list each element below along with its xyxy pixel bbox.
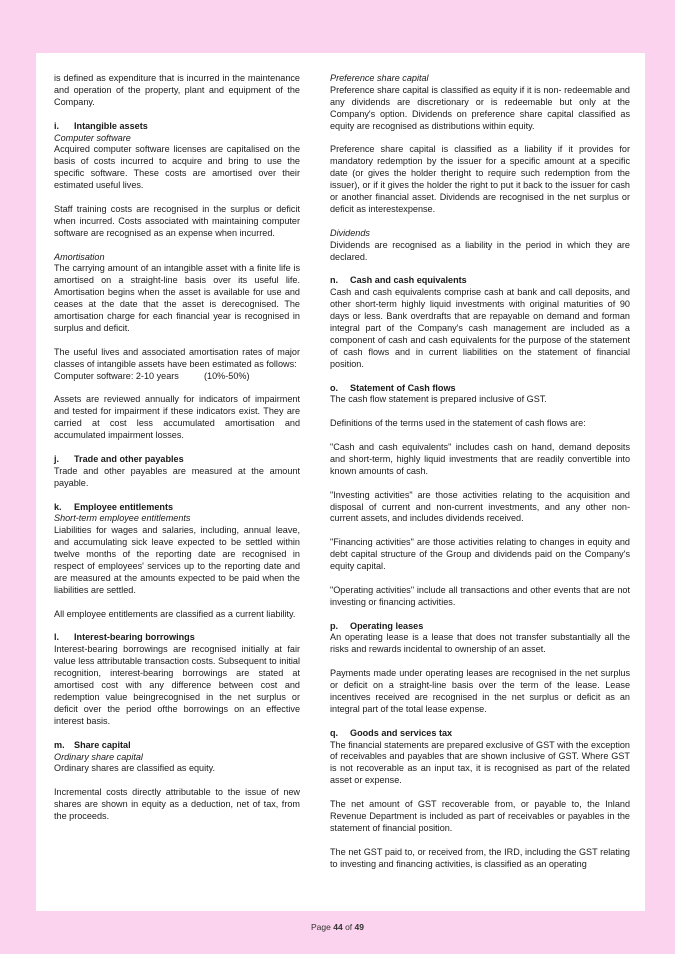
section-heading-share-capital (54, 740, 300, 752)
section-heading-cash-flows (330, 383, 630, 395)
right-column (330, 73, 630, 871)
section-heading-gst (330, 728, 630, 740)
paragraph: "Financing activities" are those activities relating to changes in equity and debt capital structure of the Group and dividends paid on the Company's equity capital. (330, 537, 630, 572)
paragraph: All employee entitlements are classified as a current liability. (54, 608, 296, 619)
section-number: o. (330, 382, 339, 393)
subheading: Dividends (330, 227, 370, 238)
paragraph: Dividends are recognised as a liability in the period in which they are declared. (330, 239, 630, 262)
paragraph: Staff training costs are recognised in the surplus or deficit when incurred. Costs associated with maintaining computer software are recognised as an expense when incurred. (54, 203, 300, 238)
section-number: q. (330, 727, 339, 738)
section-heading-operating-leases (330, 621, 630, 633)
paragraph: The net amount of GST recoverable from, or payable to, the Inland Revenue Department is included as part of receivables or payables in the statement of financial position. (330, 799, 630, 833)
section-heading-employee-entitlements (54, 502, 300, 514)
amortisation-rate-row (54, 371, 300, 383)
section-number: j. (54, 453, 60, 464)
section-title: Statement of Cash flows (350, 382, 456, 393)
paragraph: The financial statements are prepared exclusive of GST with the exception of receivables and payables that are shown inclusive of GST. Where GST is not recoverable as an input tax, it is recognised as part of the related asset or expense. (330, 739, 630, 786)
section-title: Trade and other payables (74, 453, 184, 464)
paragraph: "Investing activities" are those activities relating to the acquisition and disposal of current and non-current investments, and any other non-current assets, and includes dividends received. (330, 489, 630, 524)
paragraph: Acquired computer software licenses are capitalised on the basis of costs incurred to acquire and bring to use the specific software. These costs are amortised over their estimated useful lives. (54, 144, 300, 191)
paragraph: The cash flow statement is prepared inclusive of GST. (330, 394, 547, 405)
section-heading-intangible-assets (54, 121, 300, 133)
section-number: m. (54, 739, 65, 750)
paragraph: Cash and cash equivalents comprise cash at bank and call deposits, and other short-term highly liquid investments with original maturities of 90 days or less. Bank overdrafts that are repayable on demand and forman integral part of the Company's cash management are included as a component of cash and cash equivalents for the purpose of the statement of cash flows and in current liabilities on the statement of financial position. (330, 287, 630, 369)
paragraph: Trade and other payables are measured at the amount payable. (54, 465, 300, 488)
paragraph: is defined as expenditure that is incurred in the maintenance and operation of the property, plant and equipment of the Company. (54, 73, 300, 107)
subheading: Preference share capital (330, 73, 429, 83)
subheading: Ordinary share capital (54, 751, 143, 762)
section-title: Share capital (74, 739, 131, 750)
current-page-number: 44 (333, 922, 343, 932)
paragraph: The carrying amount of an intangible asset with a finite life is amortised on a straight-line basis over its useful life. Amortisation begins when the asset is available for use and ceases at the date that the asset is derecognised. The amortisation charge for each financial year is recognised in surplus and deficit. (54, 263, 300, 333)
section-number: i. (54, 120, 60, 131)
paragraph: Incremental costs directly attributable to the issue of new shares are shown in equity as a deduction, net of tax, from the proceeds. (54, 787, 300, 822)
page-label: Page (311, 922, 334, 932)
section-title: Employee entitlements (74, 501, 174, 512)
paragraph: Liabilities for wages and salaries, including, annual leave, and accumulating sick leave expected to be settled within twelve months of the reporting date are recognised in respect of employees' services up to the reporting date and are measured at the amounts expected to be paid when the liabilities are settled. (54, 525, 300, 595)
paragraph: The net GST paid to, or received from, the IRD, including the GST relating to investing and financing activities, is classified as an operating (330, 846, 630, 869)
paragraph: Payments made under operating leases are recognised in the net surplus or deficit on a straight-line basis over the term of the lease. Lease incentives received are recognised in the net surplus or deficit as an integral part of the total lease expense. (330, 668, 630, 714)
subheading: Amortisation (54, 251, 105, 262)
paragraph: Assets are reviewed annually for indicators of impairment and tested for impairment if these indicators exist. They are carried at cost less accumulated amortisation and accumulated impairment losses. (54, 394, 300, 441)
paragraph: Interest-bearing borrowings are recognised initially at fair value less attributable transaction costs. Subsequent to initial recognition, interest-bearing borrowings are stated at amortised cost with any difference between cost and redemption value beingrecognised in the net surplus or deficit over the period ofthe borrowings on an effective interest basis. (54, 644, 300, 726)
total-page-count: 49 (354, 922, 364, 932)
section-title: Cash and cash equivalents (350, 275, 467, 286)
subheading: Short-term employee entitlements (54, 513, 191, 524)
section-number: p. (330, 620, 339, 631)
paragraph: "Cash and cash equivalents" includes cash on hand, demand deposits and short-term, highly liquid investments that are readily convertible into known amounts of cash. (330, 442, 630, 476)
section-title: Intangible assets (74, 120, 148, 131)
paragraph: The useful lives and associated amortisation rates of major classes of intangible assets have been estimated as follows: (54, 346, 300, 369)
section-number: l. (54, 632, 60, 643)
paragraph: An operating lease is a lease that does not transfer substantially all the risks and rewards incidental to ownership of an asset. (330, 632, 630, 655)
left-column (54, 73, 300, 835)
amortisation-rate: (10%-50%) (204, 370, 250, 381)
page-footer (0, 922, 675, 932)
asset-class-label: Computer software: 2-10 years (54, 370, 179, 381)
section-title: Operating leases (350, 620, 424, 631)
paragraph: Preference share capital is classified as equity if it is non- redeemable and any dividends are discretionary or is redeemable but only at the Company's option. Dividends on preference share capital classified as equity are recognised as distributions within equity. (330, 84, 630, 131)
paragraph: Definitions of the terms used in the statement of cash flows are: (330, 418, 586, 429)
paragraph: Preference share capital is classified as a liability if it provides for mandatory redemption by the issuer for a specific amount at a specific date (or gives the holder theright to require such redemption from the issuer), or if it gives the holder the right to put it back to the issuer for cash or another financial asset. Dividends are recognised in the net surplus or deficit as interestexpense. (330, 144, 630, 214)
page-of-label: of (342, 922, 355, 932)
paragraph: "Operating activities" include all transactions and other events that are not investing or financing activities. (330, 584, 630, 607)
section-title: Goods and services tax (350, 727, 453, 738)
subheading: Computer software (54, 132, 131, 143)
section-heading-borrowings (54, 632, 300, 644)
section-heading-trade-payables (54, 454, 300, 466)
section-title: Interest-bearing borrowings (74, 632, 195, 643)
section-number: k. (54, 501, 62, 512)
document-page (36, 53, 645, 911)
paragraph: Ordinary shares are classified as equity. (54, 763, 216, 774)
section-number: n. (330, 275, 339, 286)
section-heading-cash (330, 275, 630, 287)
